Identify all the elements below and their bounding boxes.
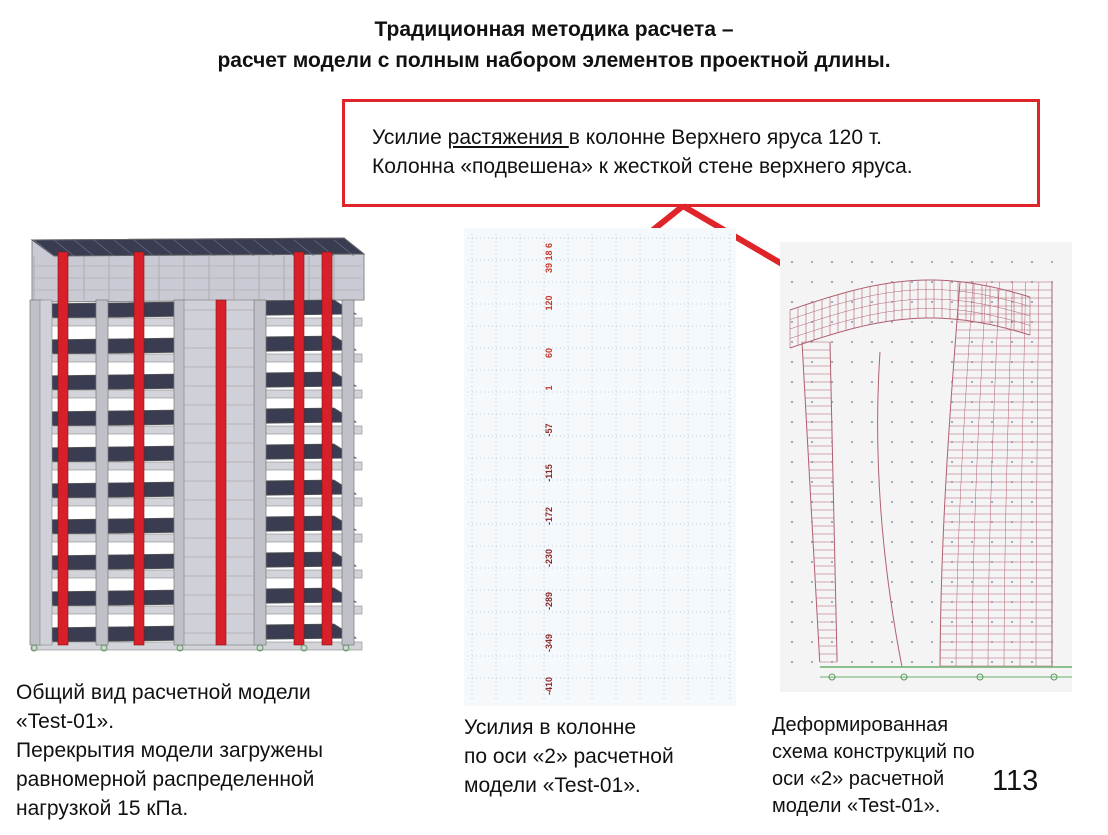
force-label: 60 xyxy=(544,347,554,359)
force-label: -115 xyxy=(544,464,554,482)
red-column xyxy=(134,252,144,645)
force-label: 120 xyxy=(544,295,554,311)
page-number: 113 xyxy=(992,765,1039,797)
grey-column xyxy=(96,300,108,645)
deformed-scheme-diagram xyxy=(780,242,1072,692)
column-force-diagram xyxy=(464,228,736,706)
caption-left: Общий вид расчетной модели «Test-01». Перекрытия модели загружены равномерной распределенной нагрузкой 15 кПа. xyxy=(16,681,323,820)
callout-underlined-word: растяжения xyxy=(447,126,569,149)
slide-title-line2: расчет модели с полным набором элементов проектной длины. xyxy=(217,49,891,72)
grey-column xyxy=(342,300,354,645)
side-wall xyxy=(40,300,52,645)
force-label: -289 xyxy=(544,591,554,611)
roof-slab xyxy=(32,238,364,256)
building-3d-model xyxy=(4,230,386,670)
red-column xyxy=(322,252,332,645)
red-column xyxy=(216,300,226,645)
force-label: 39 18 6 xyxy=(544,242,554,274)
caption-right: Деформированная схема конструкций по оси «2» расчетной модели «Test-01». xyxy=(772,714,975,817)
force-label: -349 xyxy=(544,633,554,653)
slide-title-line1: Традиционная методика расчета – xyxy=(374,18,734,41)
callout-line2: Колонна «подвешена» к жесткой стене верхнего яруса. xyxy=(372,155,913,178)
caption-middle: Усилия в колонне по оси «2» расчетной модели «Test-01». xyxy=(464,716,674,797)
force-label: -230 xyxy=(544,548,554,568)
force-label: -57 xyxy=(544,423,554,437)
callout-line1-suffix: в колонне Верхнего яруса 120 т. xyxy=(568,126,882,149)
force-label: -172 xyxy=(544,506,554,526)
force-label: -410 xyxy=(544,676,554,696)
force-label: 1 xyxy=(544,385,554,391)
callout-line1-prefix: Усилие xyxy=(372,126,448,149)
grey-column xyxy=(254,300,266,645)
red-column xyxy=(58,252,68,645)
red-column xyxy=(294,252,304,645)
